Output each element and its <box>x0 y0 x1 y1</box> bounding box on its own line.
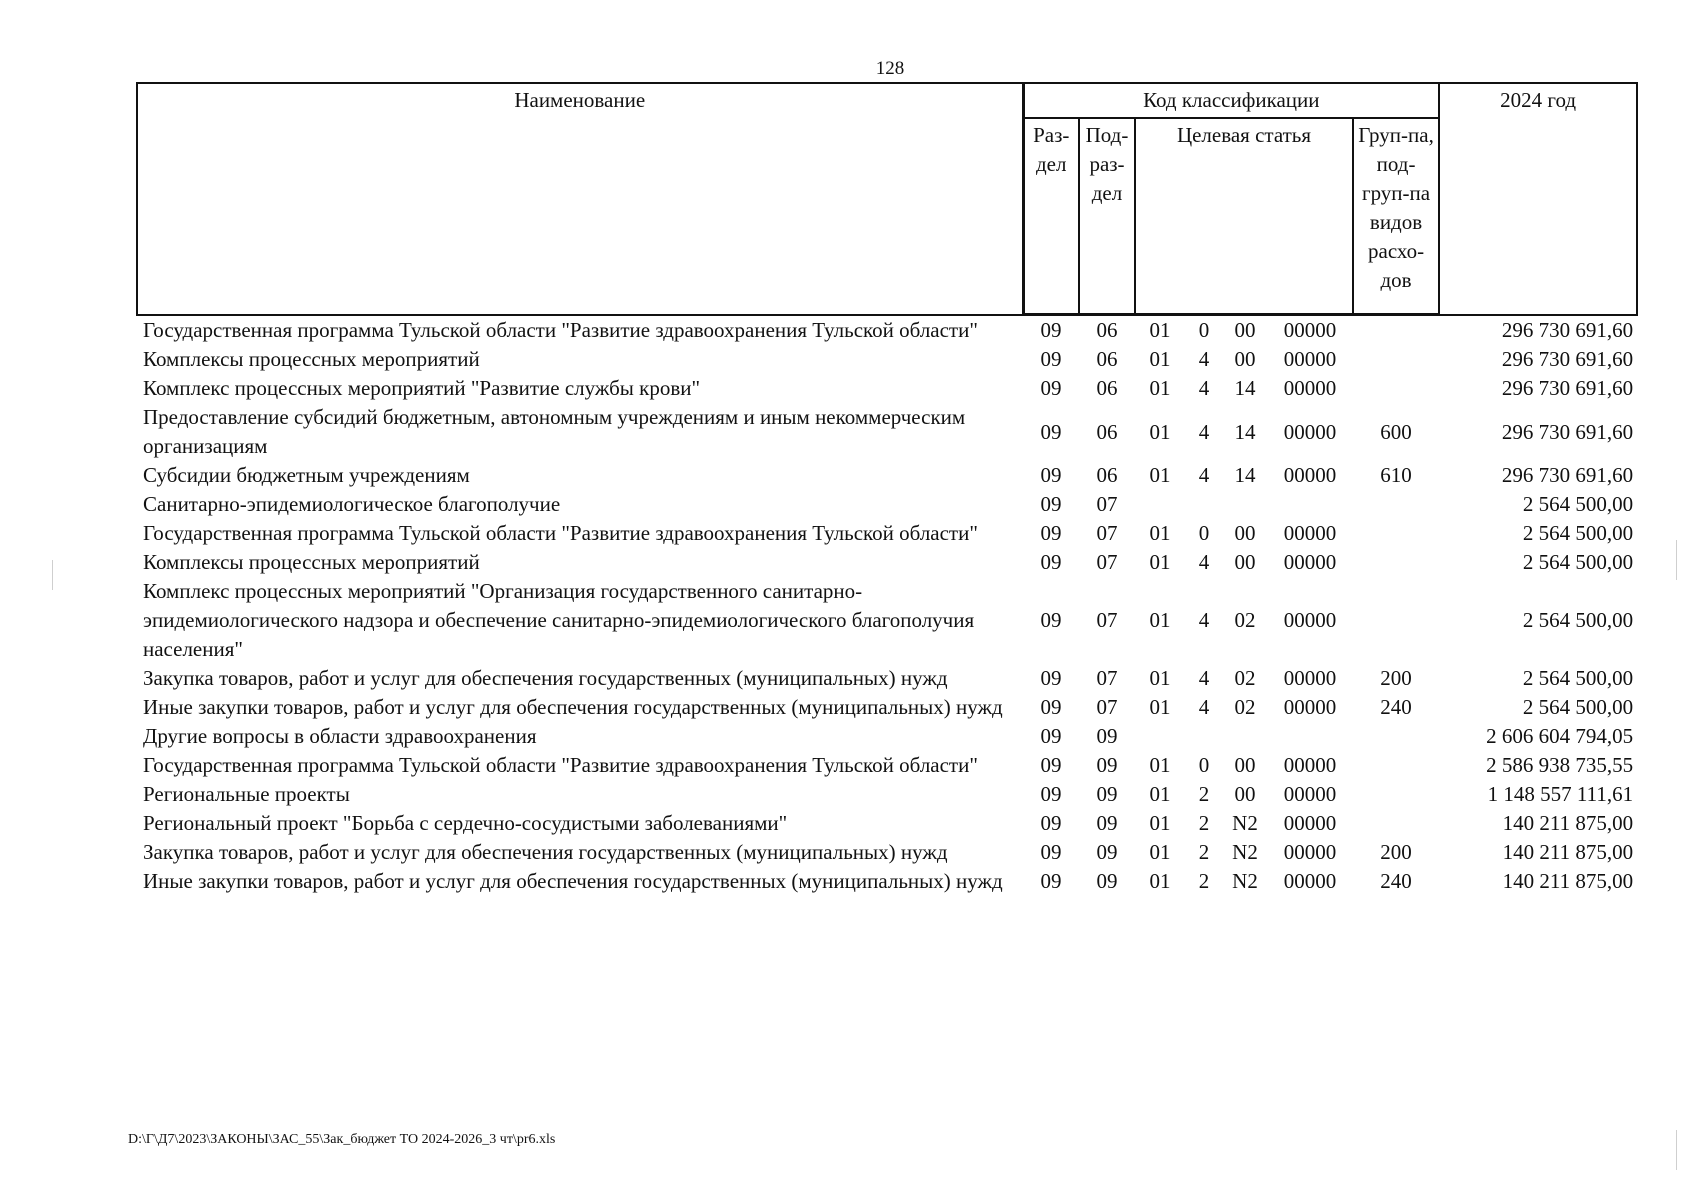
row-sum: 2 564 500,00 <box>1522 521 1634 545</box>
row-name: Иные закупки товаров, работ и услуг для обеспечения государственных (муниципальных) нужд <box>143 869 1003 893</box>
code-target-1: 01 <box>1149 318 1171 342</box>
code-target-2: 4 <box>1198 608 1210 632</box>
code-target-2: 4 <box>1198 376 1210 400</box>
table-row <box>137 374 1637 403</box>
header-target-article: Целевая статья <box>1135 118 1353 315</box>
header-expense-group: Груп-па, под-груп-па видов расхо-дов <box>1353 118 1439 315</box>
code-target-1 <box>1135 490 1185 519</box>
code-target-3: 00 <box>1234 753 1256 777</box>
code-target-3: 00 <box>1234 550 1256 574</box>
code-target-3: 02 <box>1234 695 1256 719</box>
row-name: Другие вопросы в области здравоохранения <box>143 724 537 748</box>
code-podrazdel: 09 <box>1096 753 1118 777</box>
code-razdel: 09 <box>1040 666 1062 690</box>
code-expense-group <box>1353 722 1439 751</box>
code-target-1: 01 <box>1149 753 1171 777</box>
table-row <box>137 490 1637 519</box>
code-target-3: 00 <box>1234 318 1256 342</box>
code-target-2: 4 <box>1198 695 1210 719</box>
code-target-2: 2 <box>1198 782 1210 806</box>
row-name: Закупка товаров, работ и услуг для обеспечения государственных (муниципальных) нужд <box>143 840 948 864</box>
code-target-4: 00000 <box>1283 869 1337 893</box>
code-target-4: 00000 <box>1283 376 1337 400</box>
code-expense-group: 200 <box>1380 666 1412 690</box>
code-podrazdel: 06 <box>1096 419 1118 444</box>
code-podrazdel: 09 <box>1096 724 1118 748</box>
budget-table <box>136 82 1638 896</box>
row-sum: 2 564 500,00 <box>1522 695 1634 719</box>
code-target-3: 14 <box>1234 463 1256 487</box>
code-razdel: 09 <box>1040 753 1062 777</box>
row-sum: 296 730 691,60 <box>1501 463 1634 487</box>
code-target-4 <box>1267 490 1353 519</box>
code-expense-group: 200 <box>1380 840 1412 864</box>
code-target-1: 01 <box>1149 347 1171 371</box>
code-podrazdel: 06 <box>1096 376 1118 400</box>
code-target-4: 00000 <box>1283 521 1337 545</box>
code-target-2: 2 <box>1198 840 1210 864</box>
row-name: Предоставление субсидий бюджетным, автономным учреждениям и иным некоммерческим организациям <box>143 405 966 458</box>
code-target-4: 00000 <box>1283 318 1337 342</box>
code-expense-group <box>1353 490 1439 519</box>
code-razdel: 09 <box>1040 463 1062 487</box>
row-name: Региональные проекты <box>143 782 350 806</box>
code-razdel: 09 <box>1040 695 1062 719</box>
code-expense-group <box>1353 809 1439 838</box>
code-razdel: 09 <box>1040 347 1062 371</box>
code-target-4 <box>1267 722 1353 751</box>
row-name: Иные закупки товаров, работ и услуг для обеспечения государственных (муниципальных) нужд <box>143 695 1003 719</box>
code-target-1: 01 <box>1149 782 1171 806</box>
code-razdel: 09 <box>1040 869 1062 893</box>
code-target-3: 14 <box>1234 419 1256 444</box>
code-target-1: 01 <box>1149 521 1171 545</box>
code-target-2: 4 <box>1198 419 1210 444</box>
code-target-2: 2 <box>1198 811 1210 835</box>
table-row <box>137 345 1637 374</box>
table-row <box>137 548 1637 577</box>
header-year: 2024 год <box>1439 83 1637 315</box>
code-razdel: 09 <box>1040 811 1062 835</box>
code-expense-group: 610 <box>1380 463 1412 487</box>
code-target-3: N2 <box>1232 840 1258 864</box>
code-podrazdel: 09 <box>1096 869 1118 893</box>
code-expense-group: 600 <box>1380 419 1412 444</box>
code-target-2: 4 <box>1198 666 1210 690</box>
code-podrazdel: 07 <box>1096 695 1118 719</box>
code-target-4: 00000 <box>1283 608 1337 632</box>
row-sum: 296 730 691,60 <box>1501 347 1634 371</box>
row-sum: 296 730 691,60 <box>1501 376 1634 400</box>
row-sum: 2 564 500,00 <box>1522 550 1634 574</box>
code-razdel: 09 <box>1040 521 1062 545</box>
code-razdel: 09 <box>1040 840 1062 864</box>
row-name: Субсидии бюджетным учреждениям <box>143 463 470 487</box>
table-row <box>137 693 1637 722</box>
table-row <box>137 722 1637 751</box>
code-target-1 <box>1135 722 1185 751</box>
table-header <box>137 83 1637 315</box>
code-podrazdel: 06 <box>1096 347 1118 371</box>
code-expense-group <box>1353 751 1439 780</box>
code-target-1: 01 <box>1149 811 1171 835</box>
code-razdel: 09 <box>1040 724 1062 748</box>
row-name: Санитарно-эпидемиологическое благополучие <box>143 492 561 516</box>
row-sum: 2 606 604 794,05 <box>1486 724 1634 748</box>
code-target-2: 4 <box>1198 347 1210 371</box>
row-sum: 2 564 500,00 <box>1522 666 1634 690</box>
code-target-3: N2 <box>1232 869 1258 893</box>
code-target-4: 00000 <box>1283 753 1337 777</box>
code-expense-group <box>1353 345 1439 374</box>
code-expense-group <box>1353 315 1439 346</box>
code-target-2: 4 <box>1198 550 1210 574</box>
code-target-4: 00000 <box>1283 347 1337 371</box>
code-target-4: 00000 <box>1283 695 1337 719</box>
code-target-2: 4 <box>1198 463 1210 487</box>
table-row <box>137 519 1637 548</box>
row-name: Комплексы процессных мероприятий <box>143 550 480 574</box>
code-razdel: 09 <box>1040 550 1062 574</box>
code-target-4: 00000 <box>1283 782 1337 806</box>
row-name: Региональный проект "Борьба с сердечно-сосудистыми заболеваниями" <box>143 811 788 835</box>
code-target-3: 00 <box>1234 521 1256 545</box>
code-target-1: 01 <box>1149 608 1171 632</box>
code-target-1: 01 <box>1149 550 1171 574</box>
header-razdel: Раз-дел <box>1023 118 1079 315</box>
code-expense-group <box>1353 548 1439 577</box>
code-expense-group <box>1353 519 1439 548</box>
code-target-3: N2 <box>1232 811 1258 835</box>
budget-table-wrapper <box>136 82 1636 896</box>
code-target-2: 0 <box>1198 753 1210 777</box>
code-podrazdel: 07 <box>1096 521 1118 545</box>
code-target-1: 01 <box>1149 869 1171 893</box>
page-number: 128 <box>875 58 905 79</box>
code-target-2: 0 <box>1198 521 1210 545</box>
code-expense-group: 240 <box>1380 695 1412 719</box>
code-target-4: 00000 <box>1283 666 1337 690</box>
code-razdel: 09 <box>1040 419 1062 444</box>
code-razdel: 09 <box>1040 318 1062 342</box>
table-row <box>137 664 1637 693</box>
code-razdel: 09 <box>1040 376 1062 400</box>
code-podrazdel: 07 <box>1096 666 1118 690</box>
code-target-4: 00000 <box>1283 811 1337 835</box>
table-body <box>137 315 1637 897</box>
code-podrazdel: 09 <box>1096 811 1118 835</box>
code-razdel: 09 <box>1040 782 1062 806</box>
scan-artifact <box>52 560 53 590</box>
code-expense-group: 240 <box>1380 869 1412 893</box>
code-expense-group <box>1353 374 1439 403</box>
table-row <box>137 403 1637 461</box>
code-target-4: 00000 <box>1283 840 1337 864</box>
row-sum: 296 730 691,60 <box>1501 317 1634 342</box>
code-podrazdel: 07 <box>1096 492 1118 516</box>
code-target-1: 01 <box>1149 695 1171 719</box>
code-target-3: 00 <box>1234 782 1256 806</box>
table-row <box>137 780 1637 809</box>
row-name: Государственная программа Тульской области "Развитие здравоохранения Тульской области" <box>143 521 978 545</box>
table-row <box>137 809 1637 838</box>
code-podrazdel: 07 <box>1096 608 1118 632</box>
code-target-1: 01 <box>1149 666 1171 690</box>
code-target-2: 2 <box>1198 869 1210 893</box>
row-sum: 2 564 500,00 <box>1522 608 1634 632</box>
code-target-2: 0 <box>1198 318 1210 342</box>
row-name: Государственная программа Тульской области "Развитие здравоохранения Тульской области" <box>143 317 978 342</box>
code-expense-group <box>1353 780 1439 809</box>
code-podrazdel: 06 <box>1096 318 1118 342</box>
code-podrazdel: 07 <box>1096 550 1118 574</box>
row-name: Комплексы процессных мероприятий <box>143 347 480 371</box>
row-sum: 296 730 691,60 <box>1501 419 1634 444</box>
table-row <box>137 751 1637 780</box>
row-name: Закупка товаров, работ и услуг для обеспечения государственных (муниципальных) нужд <box>143 666 948 690</box>
code-target-1: 01 <box>1149 419 1171 444</box>
row-sum: 140 211 875,00 <box>1502 869 1634 893</box>
code-target-4: 00000 <box>1283 419 1337 444</box>
code-target-3 <box>1223 490 1267 519</box>
row-sum: 2 564 500,00 <box>1522 492 1634 516</box>
code-target-3: 02 <box>1234 608 1256 632</box>
code-target-3: 02 <box>1234 666 1256 690</box>
code-target-1: 01 <box>1149 840 1171 864</box>
code-razdel: 09 <box>1040 608 1062 632</box>
row-sum: 1 148 557 111,61 <box>1487 782 1634 806</box>
code-podrazdel: 09 <box>1096 840 1118 864</box>
row-sum: 140 211 875,00 <box>1502 840 1634 864</box>
code-target-2 <box>1185 722 1223 751</box>
table-row <box>137 838 1637 867</box>
header-name: Наименование <box>137 83 1023 315</box>
row-name: Комплекс процессных мероприятий "Развитие службы крови" <box>143 376 701 400</box>
code-razdel: 09 <box>1040 492 1062 516</box>
code-target-3: 14 <box>1234 376 1256 400</box>
code-target-3 <box>1223 722 1267 751</box>
code-expense-group <box>1353 577 1439 664</box>
row-name: Государственная программа Тульской области "Развитие здравоохранения Тульской области" <box>143 753 978 777</box>
code-target-1: 01 <box>1149 376 1171 400</box>
code-podrazdel: 06 <box>1096 463 1118 487</box>
row-sum: 2 586 938 735,55 <box>1486 753 1634 777</box>
code-target-4: 00000 <box>1283 550 1337 574</box>
code-podrazdel: 09 <box>1096 782 1118 806</box>
scan-artifact <box>1676 1130 1677 1170</box>
code-target-1: 01 <box>1149 463 1171 487</box>
header-podrazdel: Под-раз-дел <box>1079 118 1135 315</box>
table-row <box>137 315 1637 346</box>
row-sum: 140 211 875,00 <box>1502 811 1634 835</box>
code-target-4: 00000 <box>1283 463 1337 487</box>
table-row <box>137 867 1637 896</box>
table-row <box>137 461 1637 490</box>
code-target-3: 00 <box>1234 347 1256 371</box>
table-row <box>137 577 1637 664</box>
row-name: Комплекс процессных мероприятий "Организация государственного санитарно-эпидемиологического надзора и обеспечение санитарно-эпидемиологического благополучия населения" <box>143 579 975 661</box>
header-classification: Код классификации <box>1023 83 1439 118</box>
scan-artifact <box>1676 540 1677 580</box>
footer-file-path: D:\Г\Д7\2023\ЗАКОНЫ\ЗАС_55\Зак_бюджет ТО 2024-2026_3 чт\pr6.xls <box>128 1132 556 1147</box>
code-target-2 <box>1185 490 1223 519</box>
